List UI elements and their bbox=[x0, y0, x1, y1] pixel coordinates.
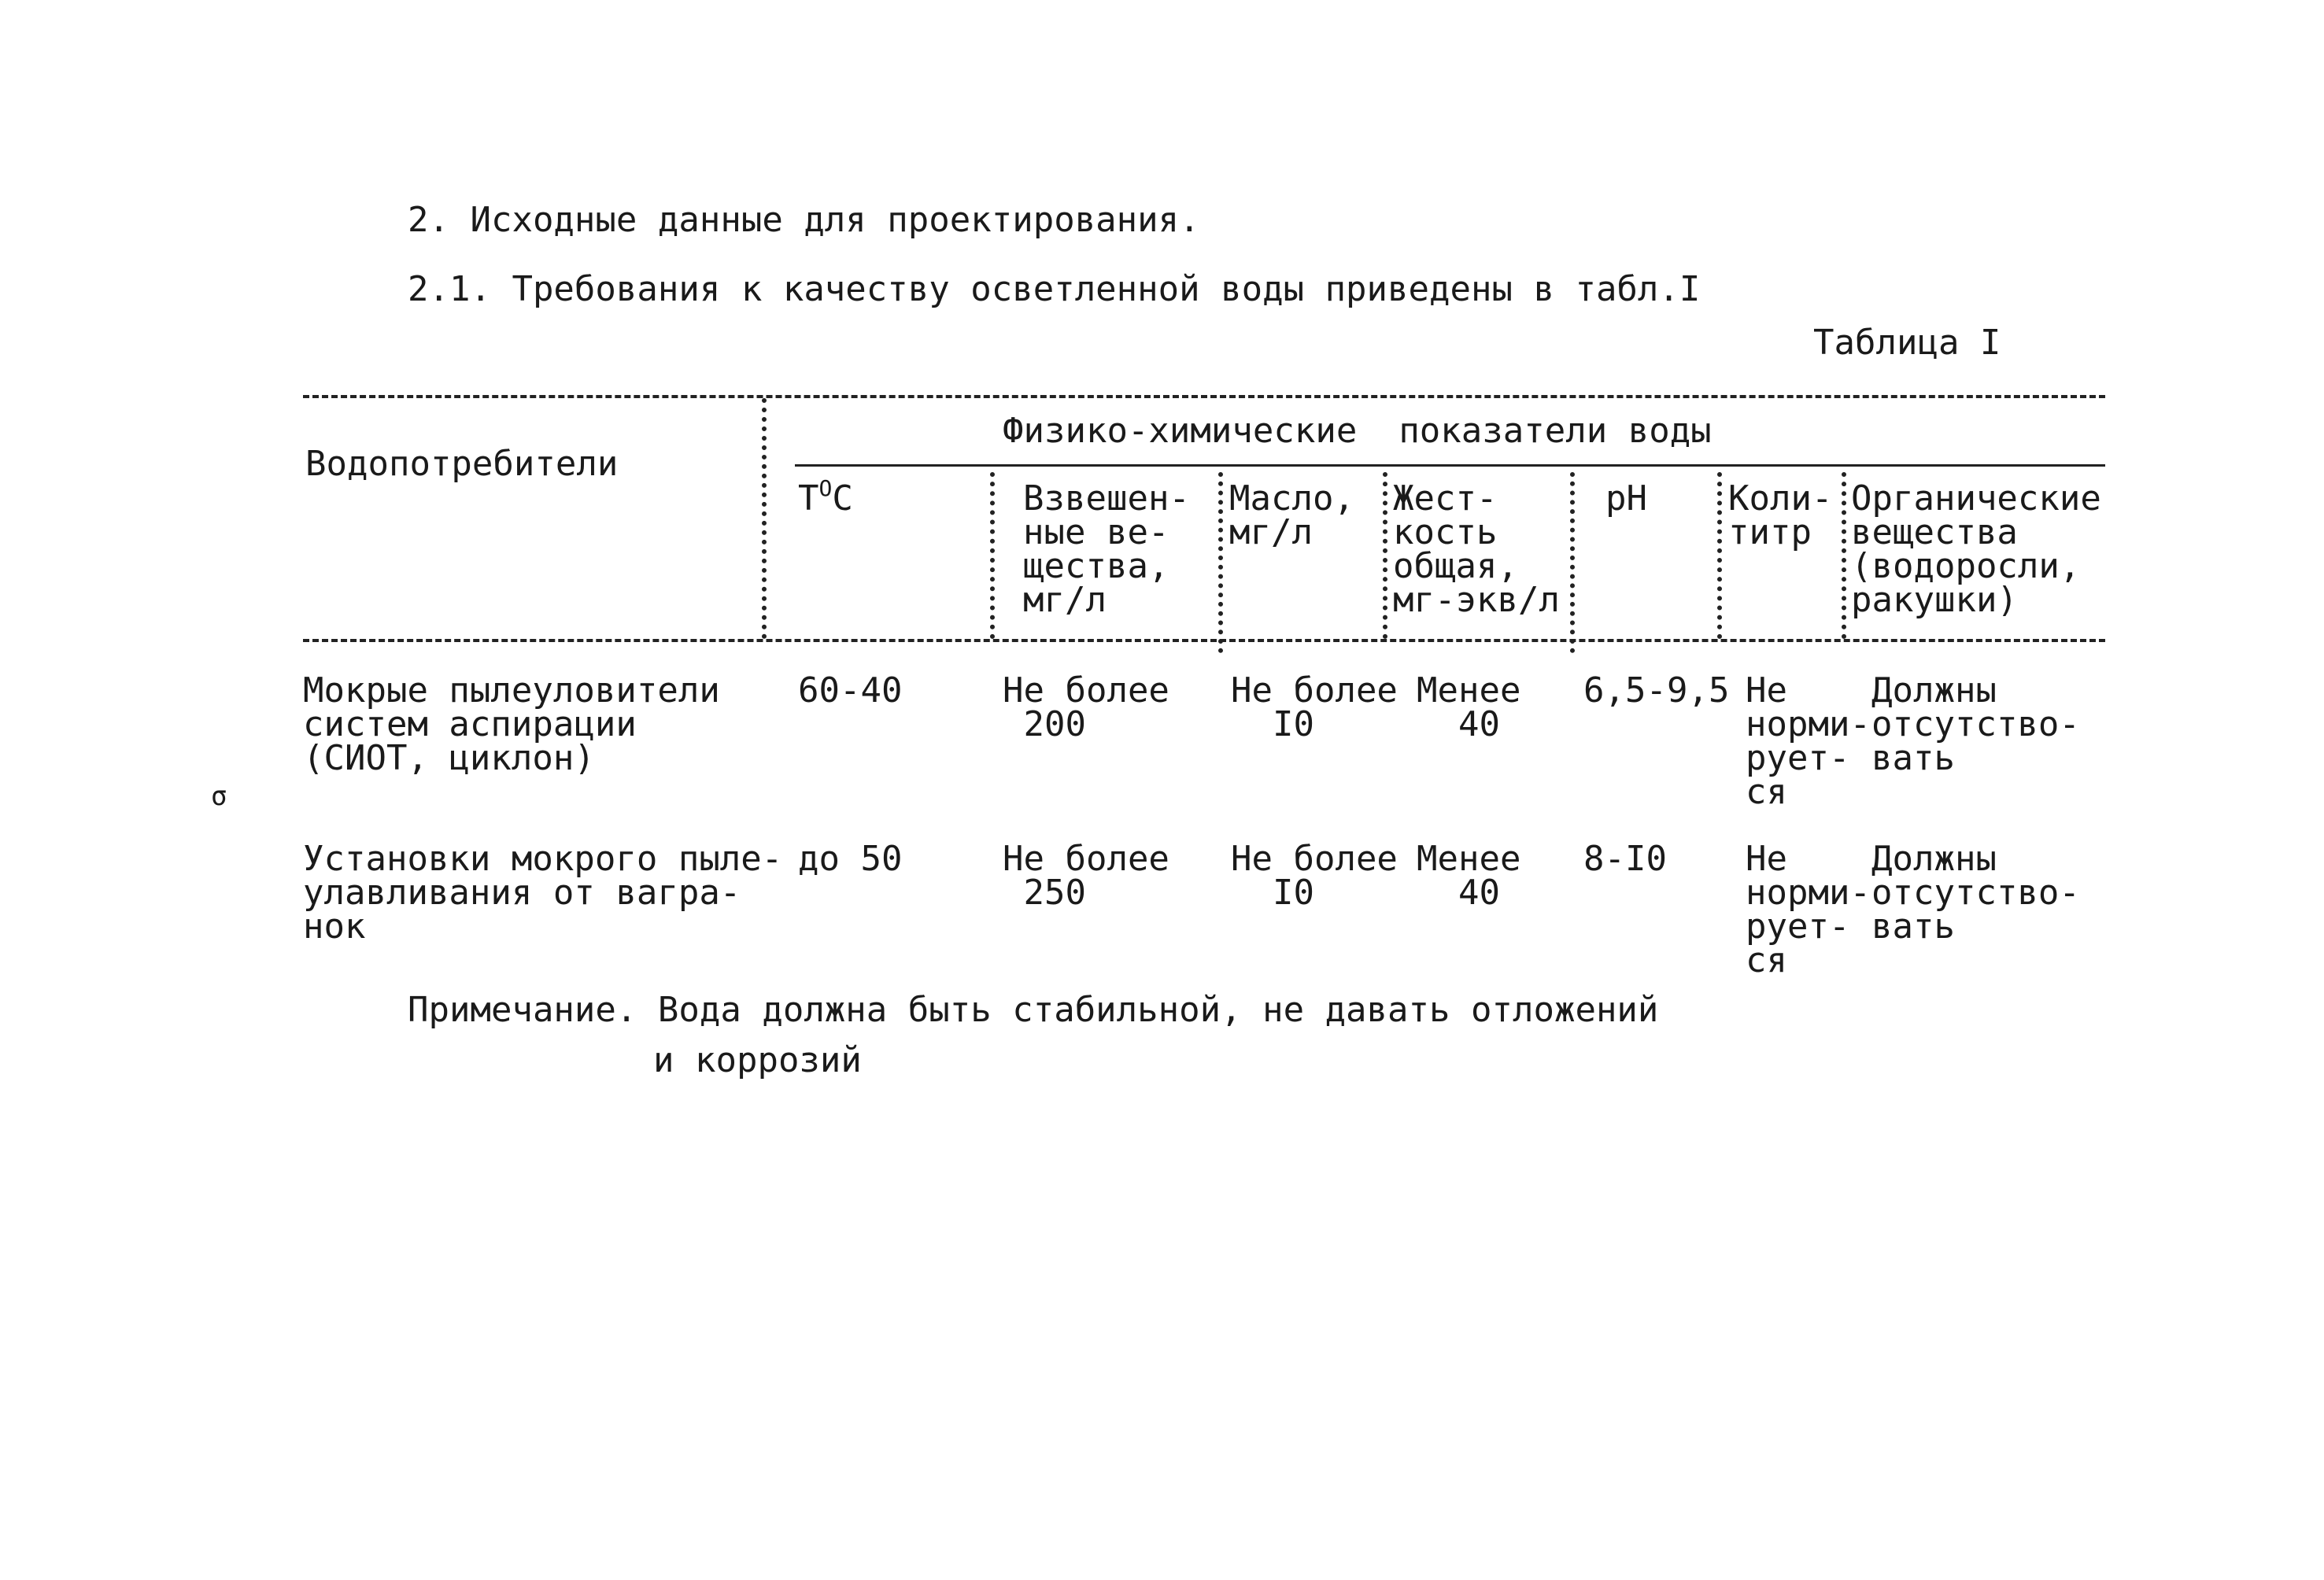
header-suspended-solids: Взвешен- ные ве- щества, мг/л bbox=[1023, 478, 1190, 620]
divider-consumers bbox=[762, 398, 767, 639]
divider-temp bbox=[990, 472, 995, 639]
row-organic-matter: Должны отсутство- вать bbox=[1871, 670, 2080, 778]
row-ph: 6,5-9,5 bbox=[1583, 670, 1730, 711]
subsection-heading: 2.1. Требования к качеству осветленной воды приведены в табл.I bbox=[408, 269, 1701, 309]
header-hardness: Жест- кость общая, мг-экв/л bbox=[1393, 478, 1560, 620]
divider-hardness bbox=[1570, 472, 1575, 653]
row-temperature: 60-40 bbox=[798, 670, 903, 711]
row-hardness: Менее 40 bbox=[1417, 670, 1521, 744]
divider-suspended bbox=[1218, 472, 1223, 653]
table-note: Примечание. Вода должна быть стабильной, не давать отложений bbox=[408, 990, 1659, 1030]
header-consumers: Водопотребители bbox=[305, 444, 619, 484]
row-organic-matter: Должны отсутство- вать bbox=[1871, 839, 2080, 947]
header-organic-matter: Органические вещества (водоросли, ракушки) bbox=[1851, 478, 2101, 620]
header-ph: pH bbox=[1605, 478, 1647, 519]
row-ph: 8-I0 bbox=[1583, 839, 1667, 879]
header-bottom-rule bbox=[303, 639, 2105, 642]
divider-oil bbox=[1383, 472, 1387, 639]
header-coli-titer: Коли- титр bbox=[1728, 478, 1833, 552]
row-oil: Не более I0 bbox=[1231, 670, 1398, 744]
row-coli-titer: Не норми- рует- ся bbox=[1746, 839, 1871, 980]
section-heading: 2. Исходные данные для проектирования. bbox=[408, 200, 1200, 240]
row-consumer: Установки мокрого пыле- улавливания от вагра- нок bbox=[303, 839, 783, 947]
table-top-rule bbox=[303, 395, 2105, 398]
header-oil: Масло, мг/л bbox=[1229, 478, 1354, 552]
row-oil: Не более I0 bbox=[1231, 839, 1398, 913]
row-suspended-solids: Не более 200 bbox=[1003, 670, 1169, 744]
row-coli-titer: Не норми- рует- ся bbox=[1746, 670, 1871, 812]
table-caption: Таблица I bbox=[1813, 323, 2001, 363]
group-header-rule bbox=[795, 464, 2105, 467]
row-suspended-solids: Не более 250 bbox=[1003, 839, 1169, 913]
margin-mark: σ bbox=[211, 781, 227, 812]
divider-coli bbox=[1842, 472, 1846, 639]
header-physchem-group: Физико-химические показатели воды bbox=[1003, 411, 1712, 451]
divider-ph bbox=[1717, 472, 1722, 639]
row-temperature: до 50 bbox=[798, 839, 903, 879]
table-note-continuation: и коррозий bbox=[653, 1040, 862, 1080]
header-temperature: $T^OC$ bbox=[798, 475, 853, 519]
row-consumer: Мокрые пылеуловители систем аспирации (СИОТ, циклон) bbox=[303, 670, 720, 778]
row-hardness: Менее 40 bbox=[1417, 839, 1521, 913]
